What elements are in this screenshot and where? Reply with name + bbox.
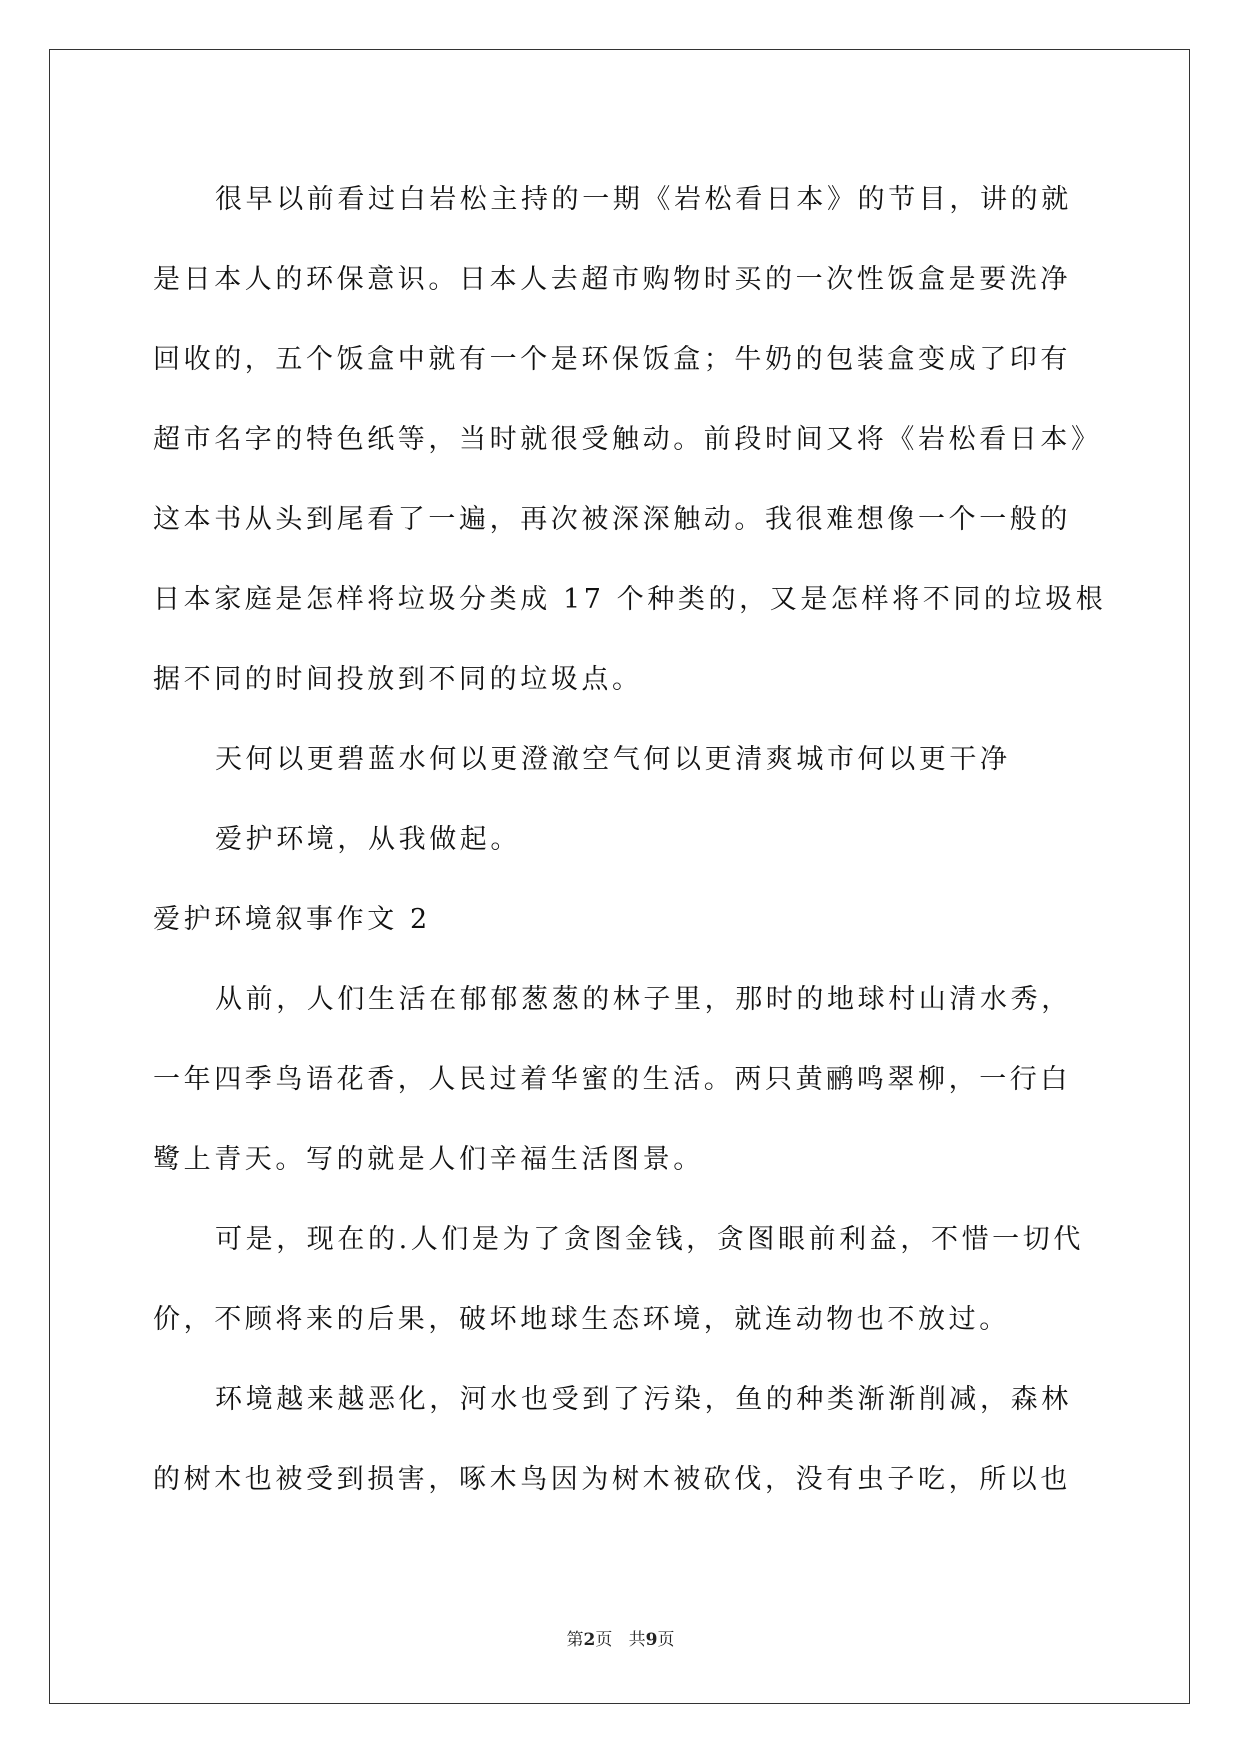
- page-prefix: 第: [566, 1630, 584, 1650]
- total-suffix: 页: [657, 1630, 675, 1650]
- text-line: 从前，人们生活在郁郁葱葱的林子里，那时的地球村山清水秀，: [215, 984, 1072, 1015]
- text-line: 很早以前看过白岩松主持的一期《岩松看日本》的节目，讲的就: [215, 184, 1072, 215]
- text-line: 价，不顾将来的后果，破坏地球生态环境，就连动物也不放过。: [153, 1304, 1010, 1335]
- text-line: 鹭上青天。写的就是人们辛福生活图景。: [153, 1144, 704, 1175]
- total-prefix: 共: [628, 1630, 646, 1650]
- section-heading: 爱护环境叙事作文 2: [153, 904, 431, 935]
- document-body: [153, 160, 1107, 1520]
- text-line: 环境越来越恶化，河水也受到了污染，鱼的种类渐渐削减，森林: [215, 1384, 1072, 1415]
- page-suffix: 页: [595, 1630, 613, 1650]
- text-line: 回收的，五个饭盒中就有一个是环保饭盒；牛奶的包装盒变成了印有: [153, 344, 1071, 375]
- text-line: 据不同的时间投放到不同的垃圾点。: [153, 664, 643, 695]
- text-line: 天何以更碧蓝水何以更澄澈空气何以更清爽城市何以更干净: [215, 744, 1011, 775]
- text-line: 一年四季鸟语花香，人民过着华蜜的生活。两只黄鹂鸣翠柳，一行白: [153, 1064, 1071, 1095]
- text-line: 可是，现在的.人们是为了贪图金钱，贪图眼前利益，不惜一切代: [215, 1224, 1084, 1255]
- page-number: 2: [583, 1630, 596, 1650]
- text-line: 爱护环境，从我做起。: [215, 824, 521, 855]
- page-footer: [0, 1625, 1241, 1650]
- text-line: 日本家庭是怎样将垃圾分类成 17 个种类的，又是怎样将不同的垃圾根: [153, 584, 1107, 615]
- text-line: 的树木也被受到损害，啄木鸟因为树木被砍伐，没有虫子吃，所以也: [153, 1464, 1071, 1495]
- text-line: 是日本人的环保意识。日本人去超市购物时买的一次性饭盒是要洗净: [153, 264, 1071, 295]
- text-line: 这本书从头到尾看了一遍，再次被深深触动。我很难想像一个一般的: [153, 504, 1071, 535]
- total-pages: 9: [645, 1630, 658, 1650]
- text-line: 超市名字的特色纸等，当时就很受触动。前段时间又将《岩松看日本》: [153, 424, 1102, 455]
